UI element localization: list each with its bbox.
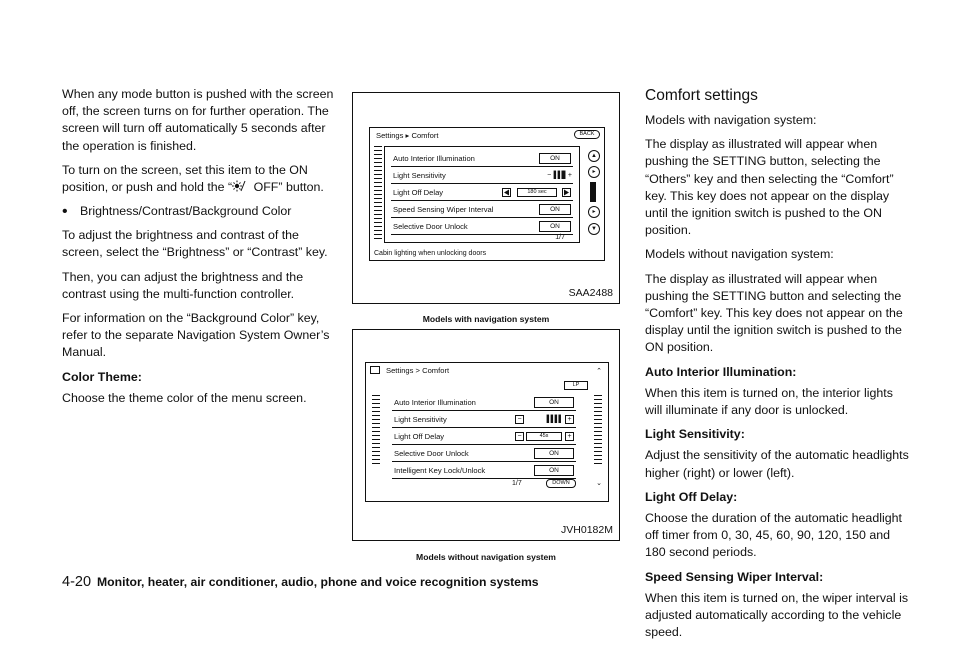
menu-row: [391, 151, 573, 167]
row-label: Light Off Delay: [393, 188, 444, 197]
bullet-marker: •: [62, 203, 68, 221]
toggle-button: ON: [539, 204, 571, 215]
row-label: Speed Sensing Wiper Interval: [393, 205, 494, 214]
menu-row: [392, 446, 576, 462]
heading-auto-interior-illumination: Auto Interior Illumination:: [645, 364, 797, 379]
figure-navigation: [352, 92, 620, 304]
minus-icon: −: [515, 432, 524, 441]
plus-icon: +: [565, 432, 574, 441]
comfort-screen-nav: [369, 127, 605, 261]
next-icon: ▸: [588, 166, 600, 178]
menu-row: [391, 185, 573, 201]
comfort-screen-no-nav: [365, 362, 609, 502]
bullet-text: Brightness/Contrast/Background Color: [80, 204, 292, 219]
figure-code: JVH0182M: [561, 524, 613, 536]
paragraph: When any mode button is pushed with the screen off, the screen turns on for further operation. The screen will turn off automatically 5 seconds after the operation is finished.: [62, 87, 334, 153]
screen-title: Settings ▸ Comfort: [376, 131, 439, 140]
chevron-up-icon: ⌃: [596, 368, 602, 375]
paragraph: To turn on the screen, set this item to the ON position, or push and hold the “ OFF” button.: [62, 162, 324, 195]
footer-title: Monitor, heater, air conditioner, audio, phone and voice recognition systems: [97, 575, 539, 589]
scrollbar-thumb: [590, 182, 596, 202]
chevron-down-icon: ⌄: [596, 480, 602, 487]
figure-frame: [352, 92, 620, 304]
section-title: Comfort settings: [645, 87, 758, 104]
figure-caption: Models without navigation system: [416, 552, 556, 562]
figure-caption: Models with navigation system: [422, 314, 550, 324]
paragraph: To adjust the brightness and contrast of the screen, select the “Brightness” or “Contrast” key.: [62, 228, 328, 260]
figure-code: SAA2488: [568, 287, 613, 299]
minus-icon: −: [515, 415, 524, 424]
bullet-item: [62, 203, 335, 221]
back-button: BACK: [574, 130, 600, 139]
scroll-ribs: [594, 395, 602, 465]
sensitivity-slider: ▐▐▐▐: [544, 416, 560, 423]
paragraph: Models with navigation system:: [645, 113, 817, 127]
menu-row: [392, 429, 576, 445]
page-indicator: 1/7: [555, 234, 565, 241]
scroll-ribs: [374, 146, 382, 240]
right-column: [645, 86, 913, 648]
toggle-button: ON: [534, 465, 574, 476]
paragraph: For information on the “Background Color” key, refer to the separate Navigation System Owner’s Manual.: [62, 311, 330, 360]
plus-icon: +: [565, 415, 574, 424]
right-arrow-icon: [562, 188, 571, 197]
toggle-button: ON: [534, 397, 574, 408]
row-label: Selective Door Unlock: [394, 449, 469, 458]
paragraph: When this item is turned on, the interior lights will illuminate if any door is unlocked.: [645, 385, 893, 418]
delay-value: 180 sec: [517, 188, 557, 197]
menu-row: [391, 202, 573, 218]
menu-row: [392, 412, 576, 428]
paragraph: Choose the theme color of the menu screen.: [62, 390, 307, 405]
heading-color-theme: Color Theme:: [62, 369, 142, 384]
paragraph: When this item is turned on, the wiper interval is adjusted automatically according to the vehicle speed.: [645, 590, 909, 640]
menu-row: [392, 463, 576, 479]
left-arrow-icon: [502, 188, 511, 197]
row-label: Auto Interior Illumination: [394, 398, 476, 407]
screen-title: Settings > Comfort: [386, 366, 450, 375]
paragraph: Models without navigation system:: [645, 247, 834, 262]
day-night-icon: [232, 180, 250, 192]
toggle-button: ON: [539, 221, 571, 232]
settings-menu: [386, 395, 582, 483]
row-label: Auto Interior Illumination: [393, 154, 475, 163]
menu-row: [391, 168, 573, 184]
lp-button: LP: [564, 381, 588, 390]
row-label: Light Off Delay: [394, 432, 445, 441]
paragraph: Adjust the sensitivity of the automatic headlights higher (right) or lower (left).: [645, 448, 909, 480]
paragraph: Then, you can adjust the brightness and the contrast using the multi-function controller.: [62, 269, 304, 301]
row-label: Light Sensitivity: [394, 415, 447, 424]
toggle-button: ON: [534, 448, 574, 459]
figure-no-navigation: [352, 329, 620, 541]
row-label: Selective Door Unlock: [393, 222, 468, 231]
paragraph: The display as illustrated will appear when pushing the SETTING button and selecting the “Comfort” key. This key does not appear on the display until the ignition switch is pushed to the ON position.: [645, 271, 903, 355]
next-icon: ▸: [588, 206, 600, 218]
page-number: 4-20: [62, 574, 92, 590]
row-label: Intelligent Key Lock/Unlock: [394, 466, 486, 475]
settings-menu: [384, 146, 580, 243]
menu-row: [392, 395, 576, 411]
row-label: Light Sensitivity: [393, 171, 446, 180]
heading-light-off-delay: Light Off Delay:: [645, 489, 738, 504]
heading-light-sensitivity: Light Sensitivity:: [645, 427, 745, 442]
figure-frame: [352, 329, 620, 541]
settings-icon: [370, 366, 380, 374]
status-text: Cabin lighting when unlocking doors: [374, 250, 487, 257]
scroll-ribs: [372, 395, 380, 465]
page-indicator: 1/7: [512, 480, 522, 487]
toggle-button: ON: [539, 153, 571, 164]
menu-row: [391, 219, 573, 235]
scroll-up-icon: ▲: [588, 150, 600, 162]
page-footer: [62, 573, 539, 591]
paragraph: Choose the duration of the automatic headlight off timer from 0, 30, 45, 60, 90, 120, 150 and 180 second periods.: [645, 511, 902, 560]
delay-value: 45s: [526, 432, 562, 441]
heading-speed-sensing-wiper: Speed Sensing Wiper Interval:: [645, 569, 824, 584]
left-column: [62, 86, 335, 414]
scroll-down-icon: ▼: [588, 223, 600, 235]
down-button: DOWN: [546, 479, 576, 488]
paragraph: The display as illustrated will appear when pushing the SETTING button, selecting the “Others” key and then selecting the “Comfort” key. This key does not appear on the display until the ignition switch is pushed to the ON position.: [645, 137, 894, 238]
sensitivity-slider: − ▐▐▐▌ +: [547, 172, 571, 179]
